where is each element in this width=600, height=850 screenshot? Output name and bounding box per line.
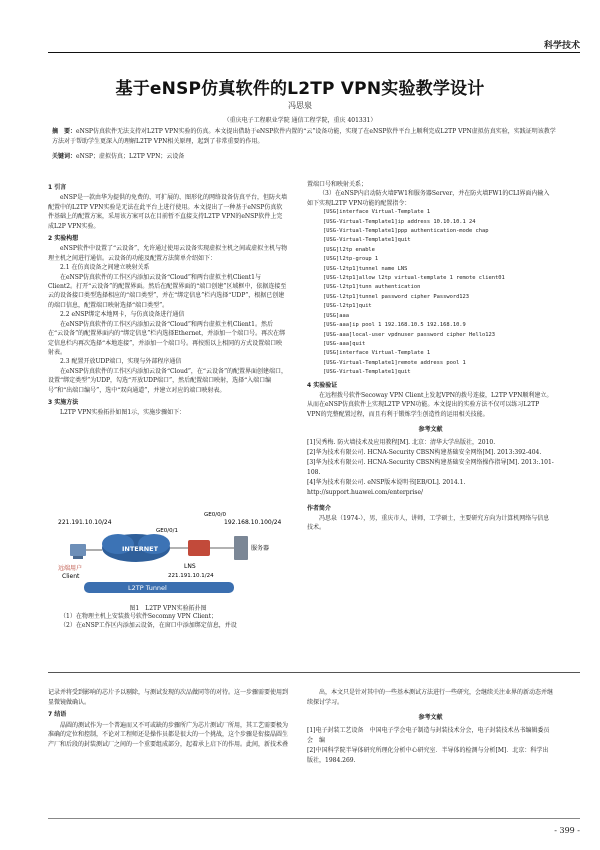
code-line: [USG-aaa]quit xyxy=(323,340,366,347)
code-line: [USG-l2tp1]quit xyxy=(323,303,372,310)
bottom-left-text-1: 记录并将受到影响的芯片予以剔除，与测试发现的次品做同等的对待。这一步骤需要使用到显微镜做确认。 xyxy=(48,689,289,706)
code-line: [USG-l2tp1]tunnel password cipher Password123 xyxy=(323,293,470,300)
reference-item: [4]华为技术有限公司. eNSP版本说明书[EB/OL]. 2014.1. http://support.huawei.com/enterprise/ xyxy=(307,478,466,496)
code-line: [USG-aaa]ip pool 1 192.168.10.5 192.168.10.9 xyxy=(323,322,466,329)
config-code-block xyxy=(307,208,554,377)
left-column xyxy=(48,180,288,418)
left-steps xyxy=(48,612,288,631)
step-2-continued: 置端口号和映射关系； xyxy=(307,181,368,188)
abstract-text: eNSP仿真软件无法支持对L2TP VPN实验的仿真。本文提出借助于eNSP软件内置的“云”设备功能，实现了在eNSP软件平台上顺利完成L2TP VPN虚拟仿真实验，实践证明该教学方法对于帮助学生更深入的理解L2TP VPN相关原理，起到了非常重要的作用。 xyxy=(52,128,556,145)
reference-item: [3]华为技术有限公司. HCNA-Security CBSN构建基础安全网络操作指导[M]. 2013:.101-108. xyxy=(307,458,554,476)
reference-list xyxy=(307,438,554,498)
keywords xyxy=(52,151,557,160)
tunnel-label: L2TP Tunnel xyxy=(128,584,167,592)
code-line: [USG]aaa xyxy=(323,312,349,319)
reference-item: [1]电子封装工艺设备 中国电子学会电子制造与封装技术分会，电子封装技术丛书编辑委员会 编 xyxy=(307,726,550,744)
section-2-title: 2 实验构想 xyxy=(48,235,79,243)
section-2-3-text: 在eNSP仿真软件的工作区内添加云设备“Cloud”，在“云设备”的配置界面创建端口，设置“绑定类型”为UDP，勾选“开放UDP端口”，然后配置端口映射，选择“入端口编号”和“出端口编号”，选中“双向通道”，并建立对应的端口映射表。 xyxy=(48,367,288,394)
section-2-2-title: 2.2 eNSP绑定本地网卡，与仿真设备进行通信 xyxy=(60,311,185,319)
abstract-label: 摘 要： xyxy=(52,128,77,135)
paper-title: 基于eNSP仿真软件的L2TP VPN实验教学设计 xyxy=(115,79,485,99)
abstract xyxy=(52,127,557,147)
bottom-right-column xyxy=(307,688,554,766)
author-bio-title: 作者简介 xyxy=(307,504,332,512)
bottom-right-text: 出，本文只是针对其中的一些基本测试方法进行一些研究，会继续关注业界的新动态并继续探讨学习。 xyxy=(307,689,554,706)
right-column xyxy=(307,180,554,533)
code-line: [USG]l2tp-group 1 xyxy=(323,256,379,263)
keywords-text: eNSP；虚拟仿真；L2TP VPN；云设备 xyxy=(76,153,185,160)
code-line: [USG-Virtual-Template1]remote address pool 1 xyxy=(323,359,466,366)
section-2-1-title: 2.1 在仿真设备之间建立映射关系 xyxy=(60,264,150,272)
ip-client: 221.191.10.10/24 xyxy=(58,519,112,526)
code-line: [USG-Virtual-Template1]quit xyxy=(323,237,411,244)
server-icon xyxy=(234,536,248,560)
ge-port-0: GE0/0/0 xyxy=(204,512,226,518)
client-pc-icon xyxy=(70,544,86,556)
header-rule xyxy=(48,52,580,53)
affiliation: （重庆电子工程职业学院 通信工程学院，重庆 401331） xyxy=(223,117,377,124)
section-3-text: L2TP VPN实验拓扑如图1示，实施步骤如下： xyxy=(60,409,186,417)
internet-label: INTERNET xyxy=(122,545,159,553)
firewall-icon xyxy=(188,540,210,556)
code-line: [USG-l2tp1]tunnel name LNS xyxy=(323,265,408,272)
article-divider xyxy=(48,672,580,673)
code-line: [USG-l2tp1]allow l2tp virtual-template 1 remote client01 xyxy=(323,275,505,282)
code-line: [USG-Virtual-Template1]ip address 10.10.10.1 24 xyxy=(323,218,476,225)
code-line: [USG-Virtual-Template1]ppp authentication-mode chap xyxy=(323,228,489,235)
section-tag: 科学技术 xyxy=(543,41,580,51)
step-1: （1）在物理主机上安装拨号软件Secomny VPN Client； xyxy=(60,613,218,620)
reference-item: [2]华为技术有限公司. HCNA-Security CBSN构建基础安全网络[M]. 2013:392-404. xyxy=(307,448,542,456)
section-2-text: eNSP软件中设置了“云设备”，允许通过使用云设备实现虚拟主机之间或虚拟主机与物理主机之间进行通信。云设备的功能及配置方法简单介绍如下： xyxy=(48,245,288,262)
conclusion-text: 晶圆的测试作为一个普遍而又不可或缺的步骤所广为芯片测试厂所用，其工艺需要极为准确的定位和控制，不论对工程师还是操作员都是很大的一个挑战，这个步骤是衔接晶圆生产厂和后段的封装测试厂之间的一个重要组成部分，起着承上启下的作用。此间，新技术叠 xyxy=(48,721,289,748)
ip-lns: 221.191.10.1/24 xyxy=(168,573,214,579)
page-number: - 399 - xyxy=(554,826,580,835)
section-4-title: 4 实验验证 xyxy=(307,381,338,389)
ge-port-1: GE0/0/1 xyxy=(156,528,178,534)
section-2-2-text: 在eNSP仿真软件的工作区内添加云设备“Cloud”和两台虚拟主机Client1。然后在“云设备”的配置界面内的“绑定信息”栏内选择Ethernet，并添加一个端口号。再次在绑定信息栏内再次选择“本地连接”，并添加一个端口号。再按照以上相同的方式设置端口映射表。 xyxy=(48,320,286,356)
code-line: [USG]interface Virtual-Template 1 xyxy=(323,350,431,357)
remote-user-label: 远端用户 xyxy=(58,565,83,572)
topology-figure xyxy=(56,510,286,602)
references-title: 参考文献 xyxy=(418,426,443,434)
server-label: 服务器 xyxy=(251,545,270,552)
author-name: 冯思泉 xyxy=(288,101,312,110)
section-3-title: 3 实施方法 xyxy=(48,398,79,406)
conclusion-title: 7 结语 xyxy=(48,711,67,718)
section-2-1-text: 在eNSP仿真软件的工作区内添加云设备“Cloud”和两台虚拟主机Client1与Client2。打开“云设备”的配置界面。然后在配置界面的“端口创建”区域框中，依据连接至云的设备接口类型选择相应的“端口类型”，并在“绑定信息”栏内选择“UDP”，根据已创建的端口信息，配置端口映射选择“端口类型”。 xyxy=(48,273,287,309)
client-pc-base-icon xyxy=(73,556,83,559)
lns-label: LNS xyxy=(184,563,196,570)
bottom-reference-list xyxy=(307,726,554,766)
client-label: Client xyxy=(62,573,80,580)
code-line: [USG-l2tp1]tunn authentication xyxy=(323,284,421,291)
keywords-label: 关键词： xyxy=(52,153,77,160)
figure-caption: 图1 L2TP VPN实验拓扑图 xyxy=(129,605,207,612)
code-line: [USG]interface Virtual-Template 1 xyxy=(323,209,431,216)
footer-rule xyxy=(48,818,580,819)
reference-item: [1]吴秀梅. 防火墙技术及应用教程[M]. 北京：清华大学出版社，2010. xyxy=(307,438,496,446)
ip-server: 192.168.10.100/24 xyxy=(224,519,282,526)
bottom-left-column xyxy=(48,688,293,749)
code-line: [USG]l2tp enable xyxy=(323,246,375,253)
step-2: （2）在eNSP工作区内添加云设备，在窗口中添加绑定信息，并设 xyxy=(60,622,237,630)
reference-item: [2]中国科学院半导体研究所理化分析中心研究室．半导体的检测与分析[M]．北京：科学出版社，1984.269. xyxy=(307,746,549,764)
section-1-text: eNSP是一款由华为提供的免费的、可扩展的、图形化的网络设备仿真平台，但防火墙配置中的L2TP VPN实验是无法在此平台上进行使用。本文提出了一种基于eNSP仿真软件基础上的配置方案，采用该方案可以在目前暂不直接支持L2TP VPN的eNSP软件上完成L2P VPN实验。 xyxy=(48,194,287,230)
code-line: [USG-Virtual-Template1]quit xyxy=(323,369,411,376)
bottom-references-title: 参考文献 xyxy=(418,714,443,721)
section-2-3-title: 2.3 配置开放UDP端口，实现与外部程序通信 xyxy=(60,358,182,366)
section-4-text: 在远程拨号软件Secoway VPN Client上发起VPN的拨号连接，L2TP VPN顺利建立。从而在eNSP仿真软件上实现L2TP VPN功能。本文提出的实验方法不仅可以练习L2TP VPN的完整配置过程，而且有利于锻炼学生创造性的运用相关技能。 xyxy=(307,391,553,418)
section-1-title: 1 引言 xyxy=(48,184,67,191)
author-bio: 冯思泉（1974-），男，重庆市人，讲师，工学硕士，主要研究方向为计算机网络与信息技术。 xyxy=(307,514,550,532)
code-line: [USG-aaa]local-user vpdnuser password cipher Hello123 xyxy=(323,331,496,338)
step-3: （3）在eNSP内启动防火墙FW1和服务器Server，并在防火墙FW1的CLI界面内输入如下实现L2TP VPN功能的配置指令： xyxy=(307,190,550,207)
